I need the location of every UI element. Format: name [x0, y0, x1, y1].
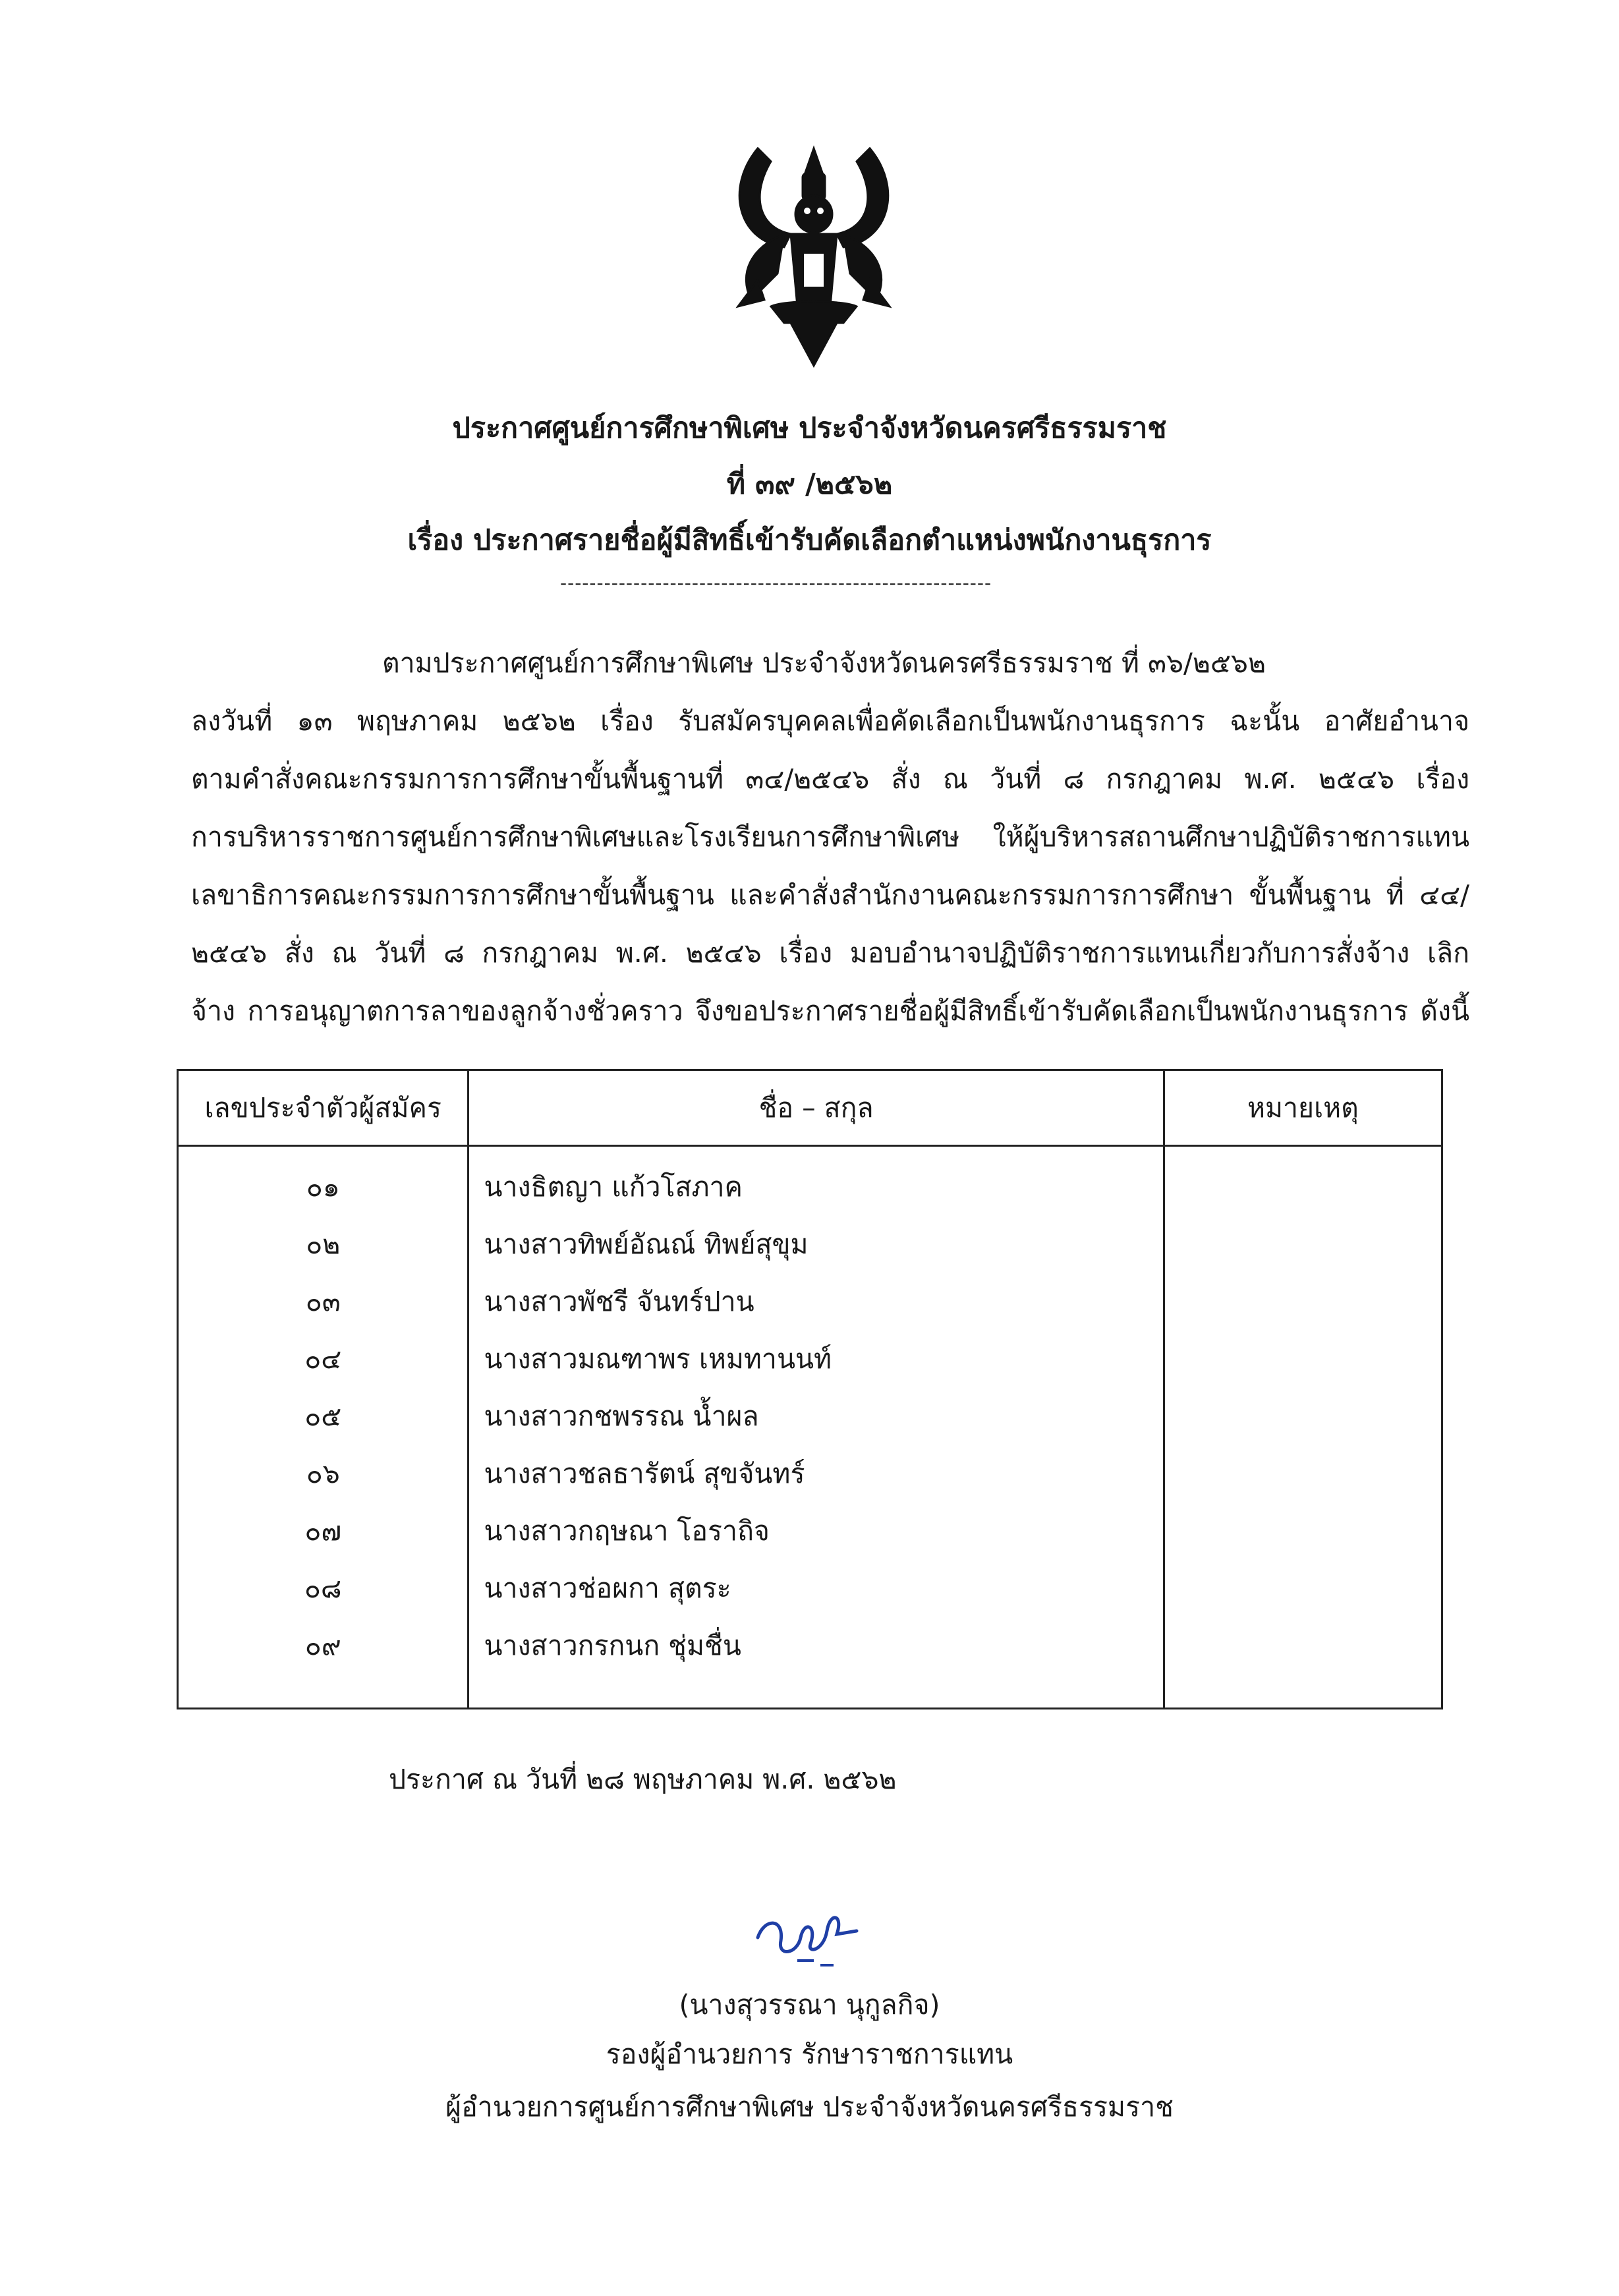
- column-header-name: ชื่อ – สกุล: [469, 1070, 1164, 1146]
- signer-name: (นางสุวรรณา นุกูลกิจ): [679, 1989, 940, 2021]
- signer-position: รองผู้อำนวยการ รักษาราชการแทน: [606, 2038, 1013, 2070]
- body-paragraph: [191, 634, 1469, 1040]
- applicant-name: นางสาวกชพรรณ น้ำผล: [484, 1400, 759, 1432]
- table-header-row: [178, 1070, 1442, 1146]
- applicant-no: ๐๒: [306, 1228, 341, 1260]
- name-column: [469, 1146, 1164, 1709]
- body-line: ลงวันที่ ๑๓ พฤษภาคม ๒๕๖๒ เรื่อง รับสมัครบุคคลเพื่อคัดเลือกเป็นพนักงานธุรการ ฉะนั้น อาศัยอำนาจ: [191, 705, 1469, 737]
- announcement-title: ประกาศศูนย์การศึกษาพิเศษ ประจำจังหวัดนครศรีธรรมราช: [452, 412, 1167, 445]
- applicant-no: ๐๕: [304, 1400, 342, 1432]
- applicant-no: ๐๙: [304, 1630, 341, 1661]
- applicant-name: นางสาวช่อผกา สุตระ: [484, 1572, 731, 1604]
- body-line: จ้าง การอนุญาตการลาของลูกจ้างชั่วคราว จึงขอประกาศรายชื่อผู้มีสิทธิ์เข้ารับคัดเลือกเป็นพนักงานธุรการ ดังนี้: [191, 995, 1469, 1027]
- body-line: การบริหารราชการศูนย์การศึกษาพิเศษและโรงเรียนการศึกษาพิเศษ ให้ผู้บริหารสถานศึกษาปฏิบัติราชการแทน: [191, 821, 1469, 853]
- applicant-name: นางสาวกรกนก ชุ่มชื่น: [484, 1630, 741, 1661]
- applicant-no: ๐๗: [304, 1515, 342, 1547]
- applicant-no: ๐๑: [306, 1171, 340, 1203]
- signer-organization: ผู้อำนวยการศูนย์การศึกษาพิเศษ ประจำจังหวัดนครศรีธรรมราช: [445, 2091, 1174, 2123]
- applicant-no: ๐๔: [304, 1343, 342, 1375]
- column-header-applicant-no: เลขประจำตัวผู้สมัคร: [178, 1070, 469, 1146]
- announcement-subject: เรื่อง ประกาศรายชื่อผู้มีสิทธิ์เข้ารับคัดเลือกตำแหน่งพนักงานธุรการ: [407, 524, 1212, 557]
- body-line: ตามประกาศศูนย์การศึกษาพิเศษ ประจำจังหวัดนครศรีธรรมราช ที่ ๓๖/๒๕๖๒: [382, 647, 1266, 679]
- applicant-no: ๐๓: [305, 1286, 341, 1317]
- signature-image: [745, 1891, 876, 1977]
- applicant-name: นางสาวมณฑาพร เหมทานนท์: [484, 1343, 832, 1375]
- announcement-number: ที่ ๓๙ /๒๕๖๒: [726, 468, 893, 501]
- column-header-remark: หมายเหตุ: [1164, 1070, 1442, 1146]
- garuda-emblem-icon: [712, 135, 916, 372]
- table-body: [178, 1146, 1442, 1709]
- remark-column: [1164, 1146, 1442, 1709]
- applicant-name: นางสาวพัชรี จันทร์ปาน: [484, 1286, 754, 1317]
- applicant-name: นางสาวกฤษณา โอราถิจ: [484, 1515, 770, 1547]
- applicant-no: ๐๘: [304, 1572, 342, 1604]
- candidate-table: [177, 1069, 1443, 1709]
- body-line: ตามคำสั่งคณะกรรมการการศึกษาขั้นพื้นฐานที่ ๓๔/๒๕๔๖ สั่ง ณ วันที่ ๘ กรกฎาคม พ.ศ. ๒๕๔๖ เรื่อง: [191, 763, 1469, 795]
- applicant-name: นางสาวทิพย์อัณณ์ ทิพย์สุขุม: [484, 1228, 809, 1260]
- announcement-date: ประกาศ ณ วันที่ ๒๘ พฤษภาคม พ.ศ. ๒๕๖๒: [389, 1764, 897, 1795]
- body-line: เลขาธิการคณะกรรมการการศึกษาขั้นพื้นฐาน และคำสั่งสำนักงานคณะกรรมการการศึกษา ขั้นพื้นฐาน ที่ ๔๔/: [191, 879, 1469, 911]
- applicant-no-column: [178, 1146, 469, 1709]
- applicant-no: ๐๖: [306, 1458, 340, 1489]
- header-divider: -----------------------------------------------------------: [560, 572, 992, 594]
- applicant-name: นางธิตญา แก้วโสภาค: [484, 1171, 743, 1203]
- applicant-name: นางสาวชลธารัตน์ สุขจันทร์: [484, 1458, 805, 1489]
- body-line: ๒๕๔๖ สั่ง ณ วันที่ ๘ กรกฎาคม พ.ศ. ๒๕๔๖ เรื่อง มอบอำนาจปฏิบัติราชการแทนเกี่ยวกับการสั่งจ้าง เลิก: [191, 937, 1469, 969]
